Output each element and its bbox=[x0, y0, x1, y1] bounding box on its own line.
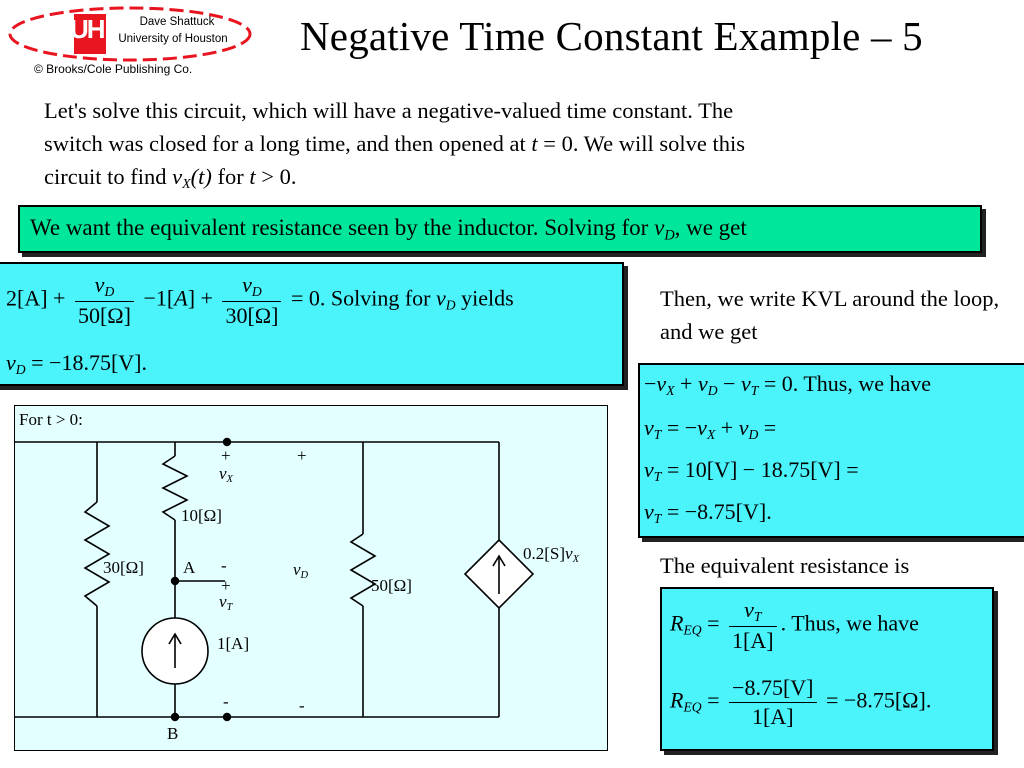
logo-university: University of Houston bbox=[118, 33, 228, 45]
vt-minus: - bbox=[223, 692, 229, 711]
math-token: v bbox=[697, 371, 708, 396]
fraction bbox=[729, 675, 816, 730]
fraction bbox=[75, 272, 134, 329]
uh-emblem: UH bbox=[70, 14, 104, 44]
note-var: v bbox=[654, 215, 665, 240]
r50-label: 50[Ω] bbox=[371, 576, 412, 595]
eq-term: A bbox=[174, 285, 188, 311]
logo-author: Dave Shattuck bbox=[139, 16, 215, 28]
note-sub: D bbox=[664, 227, 675, 244]
intro-var-v: v bbox=[172, 164, 183, 189]
math-token: T bbox=[653, 427, 662, 443]
math-token: T bbox=[653, 511, 662, 527]
eq-rhs: 0. Solving for bbox=[308, 285, 436, 311]
req-equation-box bbox=[660, 587, 994, 751]
math-token: = 0. Thus, we have bbox=[758, 371, 932, 396]
intro-text: switch was closed for a long time, and then opened at bbox=[44, 131, 532, 156]
eq-sub: D bbox=[445, 297, 456, 313]
math-token: D bbox=[748, 427, 759, 443]
math-token: −8.75[V] bbox=[729, 675, 816, 703]
math-token: T bbox=[753, 609, 762, 625]
eq-term: 2[A] bbox=[6, 285, 48, 311]
vx-label bbox=[219, 464, 233, 485]
slide-title: Negative Time Constant Example – 5 bbox=[300, 13, 923, 59]
kvl-line-2 bbox=[644, 415, 776, 443]
frac-den: 50[Ω] bbox=[77, 303, 131, 329]
vd-equation-line bbox=[6, 272, 514, 329]
vd-minus: - bbox=[299, 696, 305, 715]
math-token: T bbox=[653, 469, 662, 485]
math-token: v bbox=[644, 499, 654, 524]
math-token: − bbox=[644, 371, 657, 396]
intro-line-1: Let's solve this circuit, which will have a negative-valued time constant. The bbox=[44, 98, 734, 123]
math-token: D bbox=[707, 383, 718, 399]
math-token: 1[A] bbox=[752, 704, 794, 729]
frac-sub: D bbox=[251, 284, 262, 300]
vx-minus: - bbox=[221, 556, 227, 575]
eq-op: − bbox=[143, 285, 156, 311]
circuit-schematic bbox=[15, 406, 609, 752]
math-token: + bbox=[715, 415, 739, 440]
frac-num: v bbox=[242, 272, 252, 297]
eq-term: 1[ bbox=[155, 285, 175, 311]
intro-text: circuit to find bbox=[44, 164, 173, 189]
eq-term: ] bbox=[187, 285, 196, 311]
node-b-label: B bbox=[167, 724, 179, 743]
req-intro: The equivalent resistance is bbox=[660, 553, 910, 578]
eq-rhs: −18.75[V]. bbox=[49, 350, 147, 375]
intro-var-t: t bbox=[249, 164, 256, 189]
math-token: . Thus, we have bbox=[780, 610, 919, 636]
math-token: X bbox=[706, 427, 716, 443]
vd-result-line bbox=[6, 350, 147, 378]
r10-label: 10[Ω] bbox=[181, 506, 222, 525]
circuit-diagram bbox=[14, 405, 608, 751]
intro-var-t: t bbox=[531, 131, 538, 156]
note-tail: , we get bbox=[674, 215, 747, 240]
math-token: = bbox=[707, 687, 720, 713]
source-label: 1[A] bbox=[217, 634, 250, 653]
eq-var: v bbox=[436, 285, 446, 311]
req-line-1 bbox=[670, 597, 919, 654]
math-token: EQ bbox=[683, 622, 702, 638]
equivalent-resistance-note bbox=[18, 205, 982, 253]
math-token: R bbox=[670, 687, 684, 713]
math-token: = 10[V] − 18.75[V] = bbox=[661, 457, 859, 482]
math-token: T bbox=[750, 383, 759, 399]
math-token: + bbox=[674, 371, 698, 396]
math-token: v bbox=[644, 457, 654, 482]
eq-op: + bbox=[53, 285, 66, 311]
vd-label bbox=[293, 560, 308, 581]
frac-den: 30[Ω] bbox=[225, 303, 279, 329]
kvl-equation-box bbox=[638, 363, 1024, 538]
intro-sub-x: X bbox=[182, 177, 191, 193]
math-token: v bbox=[644, 415, 654, 440]
logo-copyright: © Brooks/Cole Publishing Co. bbox=[34, 62, 193, 76]
math-token: v bbox=[656, 371, 667, 396]
math-token: = −8.75[V]. bbox=[661, 499, 772, 524]
math-token: v bbox=[293, 560, 301, 579]
frac-sub: D bbox=[104, 284, 115, 300]
kvl-line-1 bbox=[644, 371, 931, 399]
vx-plus: + bbox=[221, 446, 231, 465]
math-token: = bbox=[758, 415, 777, 440]
math-token: X bbox=[666, 383, 675, 399]
math-token: v bbox=[738, 415, 749, 440]
math-token: v bbox=[219, 464, 227, 483]
frac-num: v bbox=[94, 272, 105, 297]
kvl-intro: Then, we write KVL around the loop, and we get bbox=[660, 286, 1000, 344]
math-token: v bbox=[740, 371, 751, 396]
r30-label: 30[Ω] bbox=[103, 558, 144, 577]
vt-label bbox=[219, 592, 232, 613]
node-a-label: A bbox=[183, 558, 196, 577]
dependent-source-label bbox=[523, 544, 579, 565]
fraction bbox=[729, 597, 777, 654]
eq-op: = bbox=[290, 285, 304, 311]
req-line-2 bbox=[670, 675, 931, 730]
vd-equation-box bbox=[0, 262, 624, 386]
math-token: = bbox=[707, 610, 720, 636]
math-token: = − bbox=[661, 415, 698, 440]
eq-op: = bbox=[31, 350, 44, 375]
vd-plus: + bbox=[297, 446, 307, 465]
math-token: − bbox=[717, 371, 741, 396]
math-token: = −8.75[Ω]. bbox=[820, 687, 932, 713]
eq-sub: D bbox=[15, 362, 26, 378]
eq-op: + bbox=[200, 285, 213, 311]
intro-text: for bbox=[211, 164, 250, 189]
kvl-line-3 bbox=[644, 457, 859, 485]
math-token: v bbox=[565, 544, 573, 563]
math-token: T bbox=[226, 602, 233, 614]
circuit-caption: For t > 0: bbox=[19, 410, 83, 429]
math-token: R bbox=[670, 610, 684, 636]
math-token: 0.2[S] bbox=[523, 544, 566, 563]
math-token: EQ bbox=[683, 699, 702, 715]
eq-text: yields bbox=[455, 285, 514, 311]
intro-text: > 0. bbox=[255, 164, 297, 189]
math-token: v bbox=[697, 415, 707, 440]
math-token: X bbox=[572, 554, 580, 566]
intro-paragraph bbox=[44, 94, 974, 201]
note-text: We want the equivalent resistance seen by the inductor. Solving for bbox=[30, 215, 655, 240]
eq-var: v bbox=[6, 350, 16, 375]
math-token: D bbox=[300, 570, 309, 582]
kvl-line-4 bbox=[644, 499, 772, 527]
intro-text: = 0. We will solve this bbox=[537, 131, 745, 156]
math-token: X bbox=[226, 474, 233, 486]
math-token: v bbox=[219, 592, 227, 611]
fraction bbox=[222, 272, 281, 329]
math-token: v bbox=[744, 597, 754, 622]
math-token: 1[A] bbox=[732, 628, 774, 654]
vt-plus: + bbox=[221, 576, 231, 595]
intro-paren-t: (t) bbox=[190, 164, 212, 189]
